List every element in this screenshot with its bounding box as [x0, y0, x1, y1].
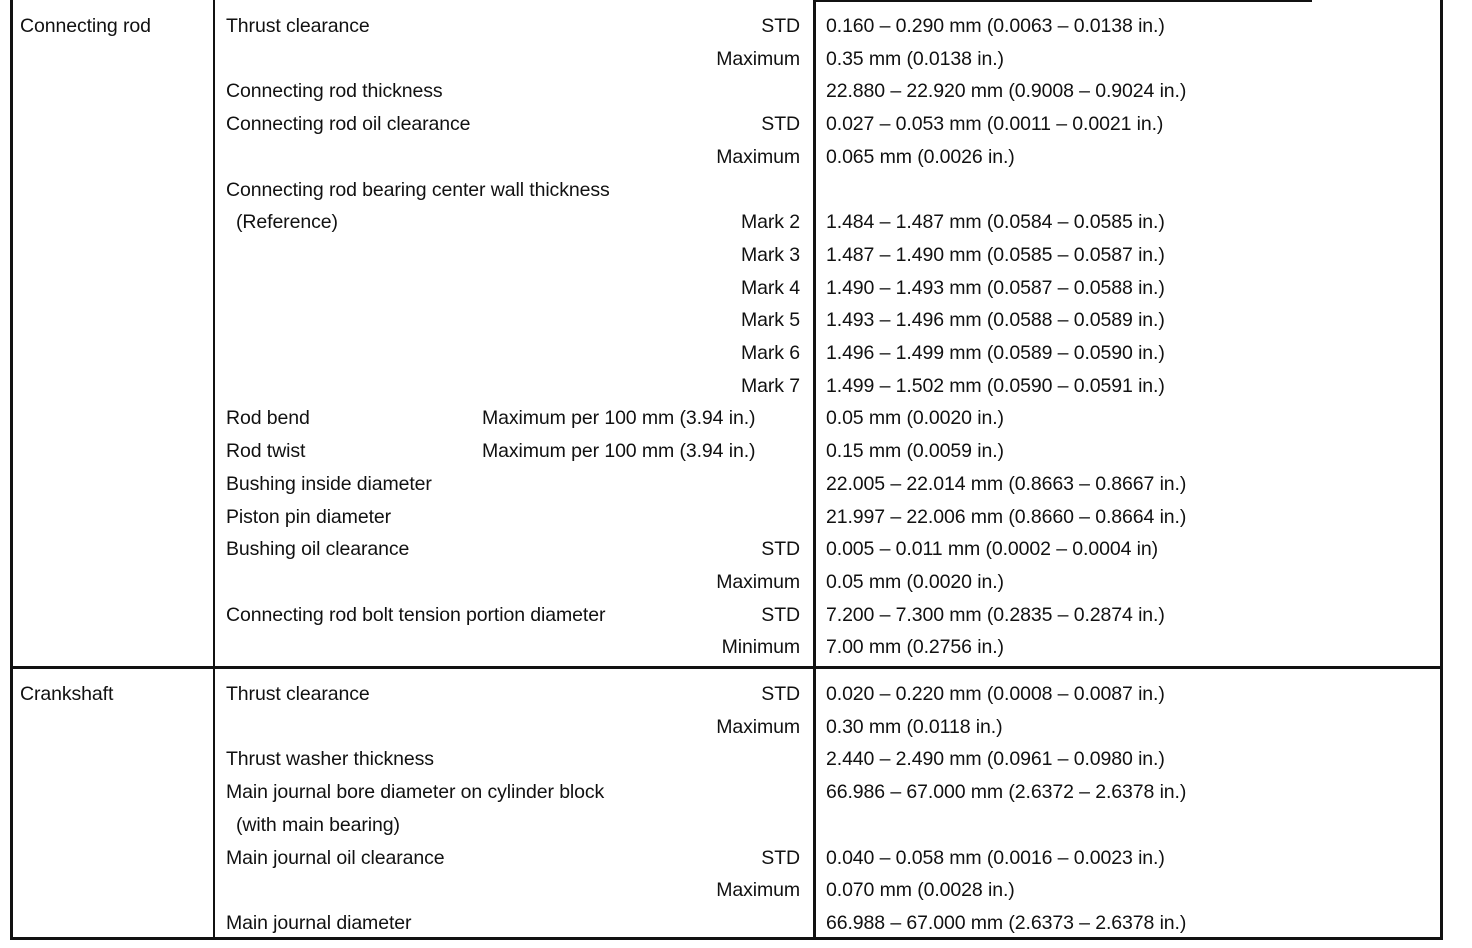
- spec-value: 0.005 – 0.011 mm (0.0002 – 0.0004 in): [826, 538, 1158, 561]
- spec-item-label: (Reference): [236, 211, 338, 234]
- spec-value: 0.15 mm (0.0059 in.): [826, 440, 1004, 463]
- spec-value: 0.160 – 0.290 mm (0.0063 – 0.0138 in.): [826, 15, 1165, 37]
- spec-condition: Mark 5: [741, 309, 800, 332]
- spec-condition: STD: [761, 846, 800, 869]
- spec-value: 0.027 – 0.053 mm (0.0011 – 0.0021 in.): [826, 113, 1164, 136]
- spec-value: 1.484 – 1.487 mm (0.0584 – 0.0585 in.): [826, 211, 1165, 234]
- table-divider-value: [813, 0, 816, 940]
- spec-value: 1.493 – 1.496 mm (0.0588 – 0.0589 in.): [826, 309, 1165, 332]
- spec-condition: STD: [761, 683, 800, 705]
- table-bottom-border: [10, 937, 1443, 940]
- spec-item-label: Rod twist: [226, 440, 306, 463]
- category-label: Connecting rod: [20, 15, 151, 37]
- spec-value: 1.490 – 1.493 mm (0.0587 – 0.0588 in.): [826, 276, 1165, 299]
- spec-value: 7.200 – 7.300 mm (0.2835 – 0.2874 in.): [826, 603, 1165, 626]
- section-divider: [10, 666, 1443, 669]
- spec-item-qualifier: Maximum per 100 mm (3.94 in.): [482, 407, 756, 430]
- spec-condition: Maximum: [716, 570, 800, 593]
- spec-item-label: Main journal oil clearance: [226, 846, 445, 869]
- spec-value: 1.499 – 1.502 mm (0.0590 – 0.0591 in.): [826, 374, 1165, 397]
- spec-value: 0.05 mm (0.0020 in.): [826, 407, 1004, 430]
- spec-condition: Mark 7: [741, 374, 800, 397]
- spec-value: 1.487 – 1.490 mm (0.0585 – 0.0587 in.): [826, 243, 1165, 266]
- spec-item-label: Thrust clearance: [226, 683, 370, 705]
- spec-item-label: Thrust clearance: [226, 15, 370, 37]
- spec-value: 0.30 mm (0.0118 in.): [826, 715, 1003, 738]
- spec-item-label: Bushing oil clearance: [226, 538, 410, 561]
- spec-condition: Mark 2: [741, 211, 800, 234]
- spec-condition: STD: [761, 538, 800, 561]
- spec-item-label: Piston pin diameter: [226, 505, 392, 528]
- spec-value: 0.020 – 0.220 mm (0.0008 – 0.0087 in.): [826, 683, 1165, 705]
- spec-value: 0.065 mm (0.0026 in.): [826, 145, 1015, 168]
- spec-item-label: Connecting rod thickness: [226, 80, 443, 103]
- spec-value: 0.35 mm (0.0138 in.): [826, 47, 1004, 70]
- spec-condition: Mark 3: [741, 243, 800, 266]
- table-divider-category: [213, 0, 215, 940]
- spec-value: 0.05 mm (0.0020 in.): [826, 570, 1004, 593]
- spec-item-label: Thrust washer thickness: [226, 748, 434, 771]
- spec-item-label: Rod bend: [226, 407, 310, 430]
- spec-condition: STD: [761, 603, 800, 626]
- category-label: Crankshaft: [20, 683, 114, 705]
- spec-value: 2.440 – 2.490 mm (0.0961 – 0.0980 in.): [826, 748, 1165, 771]
- spec-condition: Mark 6: [741, 342, 800, 364]
- spec-value: 0.040 – 0.058 mm (0.0016 – 0.0023 in.): [826, 846, 1165, 869]
- spec-value: 22.005 – 22.014 mm (0.8663 – 0.8667 in.): [826, 472, 1187, 495]
- spec-condition: Maximum: [716, 145, 800, 168]
- spec-condition: Minimum: [721, 636, 800, 659]
- table-left-border: [10, 0, 13, 940]
- spec-value: 0.070 mm (0.0028 in.): [826, 879, 1015, 902]
- spec-item-label: Connecting rod bearing center wall thickness: [226, 178, 610, 201]
- spec-item-label: Main journal bore diameter on cylinder block: [226, 781, 605, 804]
- spec-condition: STD: [761, 113, 800, 136]
- spec-value: 66.988 – 67.000 mm (2.6373 – 2.6378 in.): [826, 911, 1187, 934]
- spec-item-label: (with main bearing): [236, 813, 400, 836]
- spec-condition: Mark 4: [741, 276, 800, 299]
- spec-condition: Maximum: [716, 715, 800, 738]
- spec-condition: STD: [761, 15, 800, 37]
- table-top-border-right: [816, 0, 1312, 2]
- spec-value: 22.880 – 22.920 mm (0.9008 – 0.9024 in.): [826, 80, 1187, 103]
- spec-item-qualifier: Maximum per 100 mm (3.94 in.): [482, 440, 756, 463]
- spec-value: 1.496 – 1.499 mm (0.0589 – 0.0590 in.): [826, 342, 1165, 364]
- spec-value: 21.997 – 22.006 mm (0.8660 – 0.8664 in.): [826, 505, 1187, 528]
- table-right-border: [1440, 0, 1443, 940]
- spec-value: 7.00 mm (0.2756 in.): [826, 636, 1004, 659]
- spec-condition: Maximum: [716, 879, 800, 902]
- spec-value: 66.986 – 67.000 mm (2.6372 – 2.6378 in.): [826, 781, 1187, 804]
- spec-item-label: Connecting rod oil clearance: [226, 113, 471, 136]
- spec-item-label: Main journal diameter: [226, 911, 412, 934]
- spec-item-label: Connecting rod bolt tension portion diameter: [226, 603, 606, 626]
- spec-condition: Maximum: [716, 47, 800, 70]
- spec-item-label: Bushing inside diameter: [226, 472, 432, 495]
